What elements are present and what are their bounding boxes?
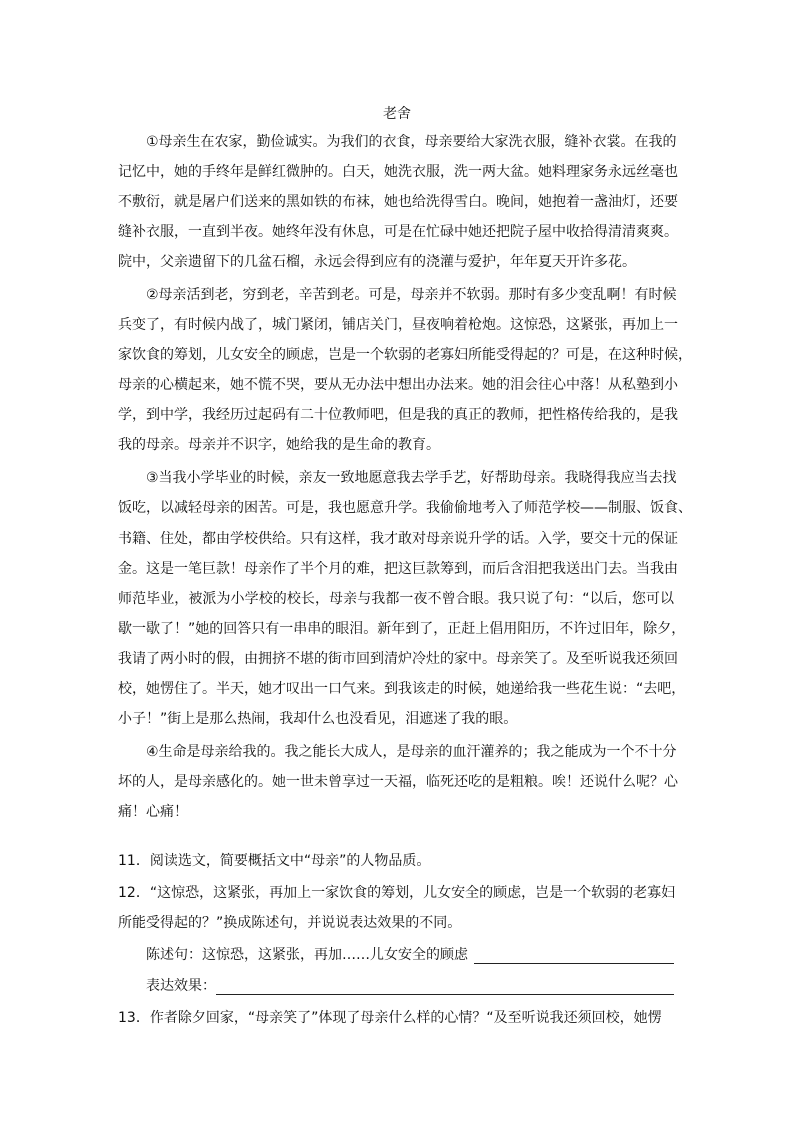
paragraph-1-line: 记忆中，她的手终年是鲜红微肿的。白天，她洗衣服，洗一两大盆。她料理家务永远丝毫也 bbox=[118, 164, 678, 180]
paragraph-2-line: 兵变了，有时候内战了，城门紧闭，铺店关门，昼夜响着枪炮。这惊恐，这紧张，再加上一 bbox=[118, 317, 678, 333]
question-12-line-2: 所能受得起的？”换成陈述句，并说说表达效果的不同。 bbox=[118, 915, 462, 931]
paragraph-3-line: 校，她愣住了。半天，她才叹出一口气来。到我该走的时候，她递给我一些花生说：“去吧， bbox=[118, 681, 686, 697]
paragraph-3-line: 我请了两小时的假，由拥挤不堪的街市回到清炉冷灶的家中。母亲笑了。及至听说我还须回 bbox=[118, 651, 678, 667]
paragraph-2-line: 我的母亲。母亲并不识字，她给我的是生命的教育。 bbox=[118, 437, 440, 453]
paragraph-2-line: ②母亲活到老，穷到老，辛苦到老。可是，母亲并不软弱。那时有多少变乱啊！有时候 bbox=[146, 287, 677, 303]
question-12-line-1: 12．“这惊恐，这紧张，再加上一家饮食的筹划，儿女安全的顾虑，岂是一个软弱的老寡妇 bbox=[118, 885, 676, 901]
paragraph-3-line: 金。这是一笔巨款！母亲作了半个月的难，把这巨款筹到，而后含泪把我送出门去。当我由 bbox=[118, 561, 678, 577]
paragraph-3-line: 师范毕业，被派为小学校的校长，母亲与我都一夜不曾合眼。我只说了句：“以后，您可以 bbox=[118, 591, 674, 607]
statement-label: 陈述句：这惊恐，这紧张，再加……儿女安全的顾虑 bbox=[146, 947, 468, 963]
question-13: 13．作者除夕回家，“母亲笑了”体现了母亲什么样的心情？“及至听说我还须回校，她愣 bbox=[118, 1010, 662, 1026]
effect-answer-line[interactable] bbox=[216, 994, 674, 995]
paragraph-1-line: 缝补衣服，一直到半夜。她终年没有休息，可是在忙碌中她还把院子屋中收拾得清清爽爽。 bbox=[118, 224, 678, 240]
paragraph-3-line: 歇一歇了！”她的回答只有一串串的眼泪。新年到了，正赶上倡用阳历，不许过旧年，除夕， bbox=[118, 621, 686, 637]
paragraph-2-line: 学，到中学，我经历过起码有二十位教师吧，但是我的真正的教师，把性格传给我的，是我 bbox=[118, 407, 678, 423]
paragraph-3-line: ③当我小学毕业的时候，亲友一致地愿意我去学手艺，好帮助母亲。我晓得我应当去找 bbox=[146, 470, 677, 486]
paragraph-3-line: 饭吃，以减轻母亲的困苦。可是，我也愿意升学。我偷偷地考入了师范学校——制服、饭食、 bbox=[118, 500, 692, 516]
paragraph-1-line: ①母亲生在农家，勤俭诚实。为我们的衣食，母亲要给大家洗衣服，缝补衣裳。在我的 bbox=[146, 134, 677, 150]
paragraph-2-line: 家饮食的筹划，儿女安全的顾虑，岂是一个软弱的老寡妇所能受得起的？可是，在这种时候， bbox=[118, 347, 692, 363]
paragraph-4-line: ④生命是母亲给我的。我之能长大成人，是母亲的血汗灌养的；我之能成为一个不十分 bbox=[146, 744, 677, 760]
paragraph-4-line: 坏的人，是母亲感化的。她一世未曾享过一天福，临死还吃的是粗粮。唉！还说什么呢？心 bbox=[118, 774, 678, 790]
statement-answer-line[interactable] bbox=[474, 963, 674, 964]
paragraph-1-line: 院中，父亲遗留下的几盆石榴，永远会得到应有的浇灌与爱护，年年夏天开许多花。 bbox=[118, 254, 636, 270]
paragraph-3-line: 书籍、住处，都由学校供给。只有这样，我才敢对母亲说升学的话。入学，要交十元的保证 bbox=[118, 531, 678, 547]
question-11: 11．阅读选文，简要概括文中“母亲”的人物品质。 bbox=[118, 853, 431, 869]
paragraph-2-line: 母亲的心横起来，她不慌不哭，要从无办法中想出办法来。她的泪会往心中落！从私塾到小 bbox=[118, 377, 678, 393]
paragraph-3-line: 小子！”街上是那么热闹，我却什么也没看见，泪遮迷了我的眼。 bbox=[118, 711, 518, 727]
effect-label: 表达效果： bbox=[146, 978, 216, 994]
article-author-title: 老舍 bbox=[383, 106, 411, 122]
paragraph-1-line: 不敷衍，就是屠户们送来的黑如铁的布袜，她也给洗得雪白。晚间，她抱着一盏油灯，还要 bbox=[118, 194, 678, 210]
paragraph-4-line: 痛！心痛！ bbox=[118, 804, 188, 820]
